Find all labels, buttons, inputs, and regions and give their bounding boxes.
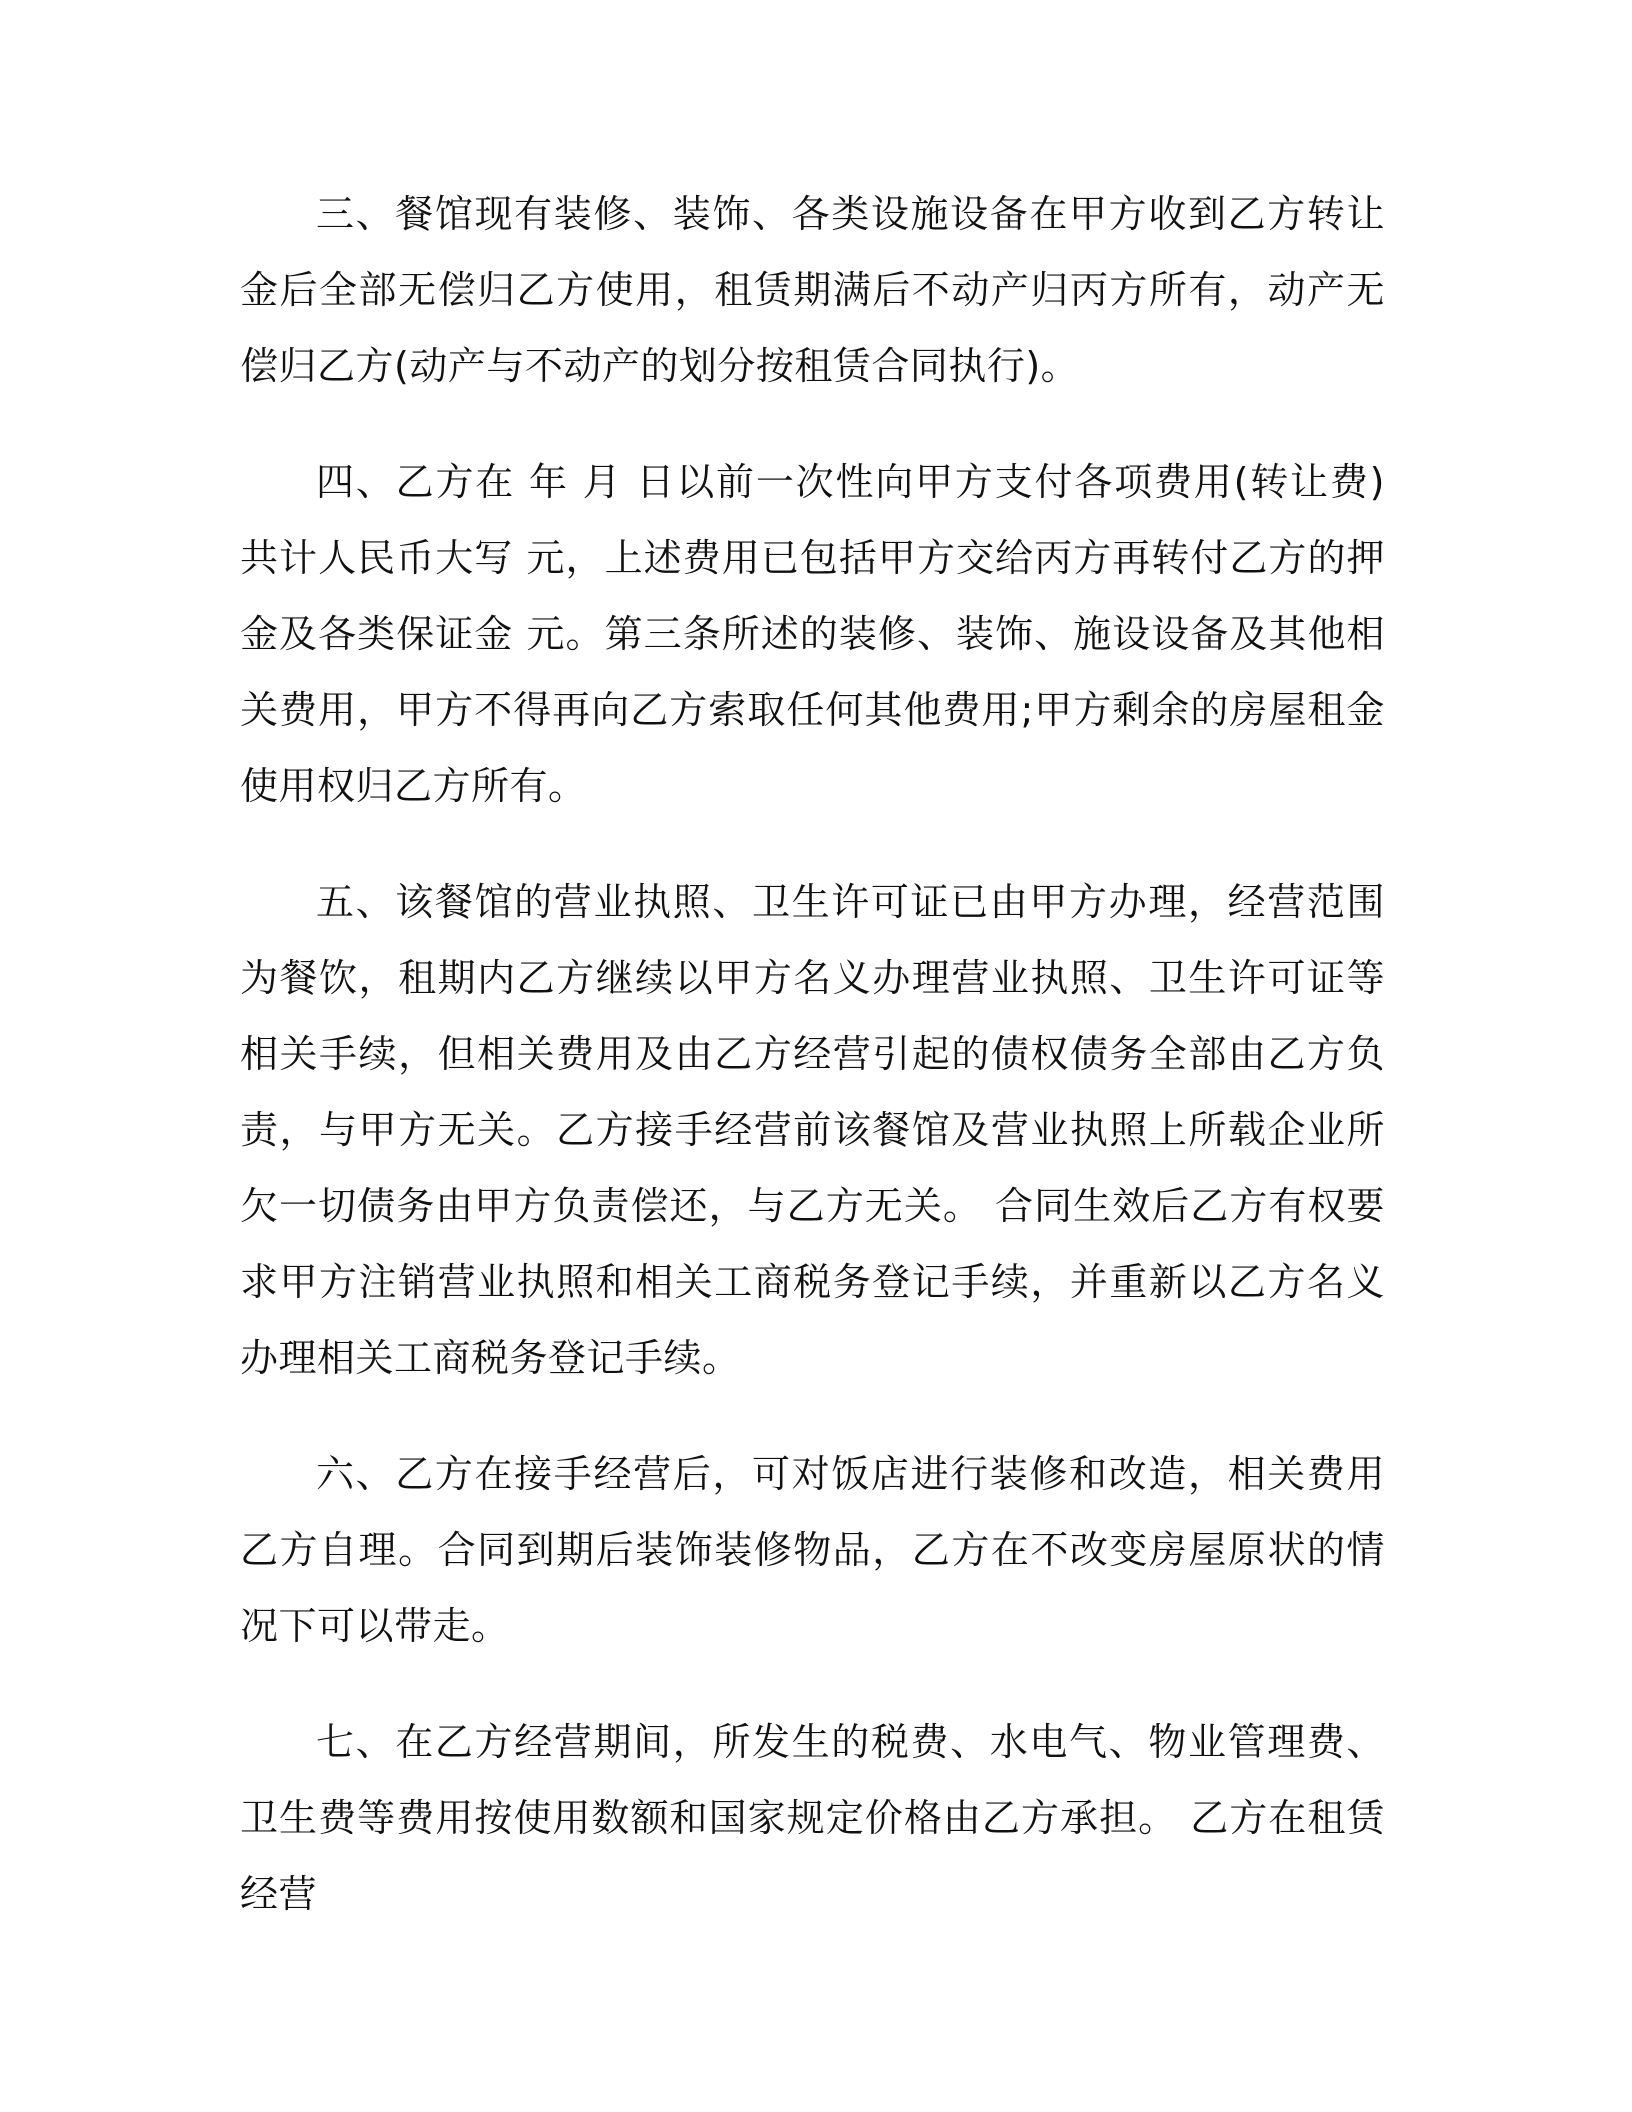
- clause-5-paragraph: 五、该餐馆的营业执照、卫生许可证已由甲方办理，经营范围为餐饮，租期内乙方继续以甲方名义办理营业执照、卫生许可证等相关手续，但相关费用及由乙方经营引起的债权债务全部由乙方负责，与甲方无关。乙方接手经营前该餐馆及营业执照上所载企业所欠一切债务由甲方负责偿还，与乙方无关。 合同生效后乙方有权要求甲方注销营业执照和相关工商税务登记手续，并重新以乙方名义办理相关工商税务登记手续。: [240, 880, 1385, 1380]
- clause-6-paragraph: 六、乙方在接手经营后，可对饭店进行装修和改造，相关费用乙方自理。合同到期后装饰装修物品，乙方在不改变房屋原状的情况下可以带走。: [240, 1452, 1385, 1648]
- clause-4-paragraph: 四、乙方在 年 月 日以前一次性向甲方支付各项费用(转让费)共计人民币大写 元，上述费用已包括甲方交给丙方再转付乙方的押金及各类保证金 元。第三条所述的装修、装饰、施设设备及其他相关费用，甲方不得再向乙方索取任何其他费用;甲方剩余的房屋租金使用权归乙方所有。: [240, 460, 1385, 808]
- clause-7-paragraph: 七、在乙方经营期间，所发生的税费、水电气、物业管理费、卫生费等费用按使用数额和国家规定价格由乙方承担。 乙方在租赁经营: [240, 1720, 1385, 1916]
- clause-3-paragraph: 三、餐馆现有装修、装饰、各类设施设备在甲方收到乙方转让金后全部无偿归乙方使用，租赁期满后不动产归丙方所有，动产无偿归乙方(动产与不动产的划分按租赁合同执行)。: [240, 192, 1385, 388]
- document-body: [240, 176, 1385, 1972]
